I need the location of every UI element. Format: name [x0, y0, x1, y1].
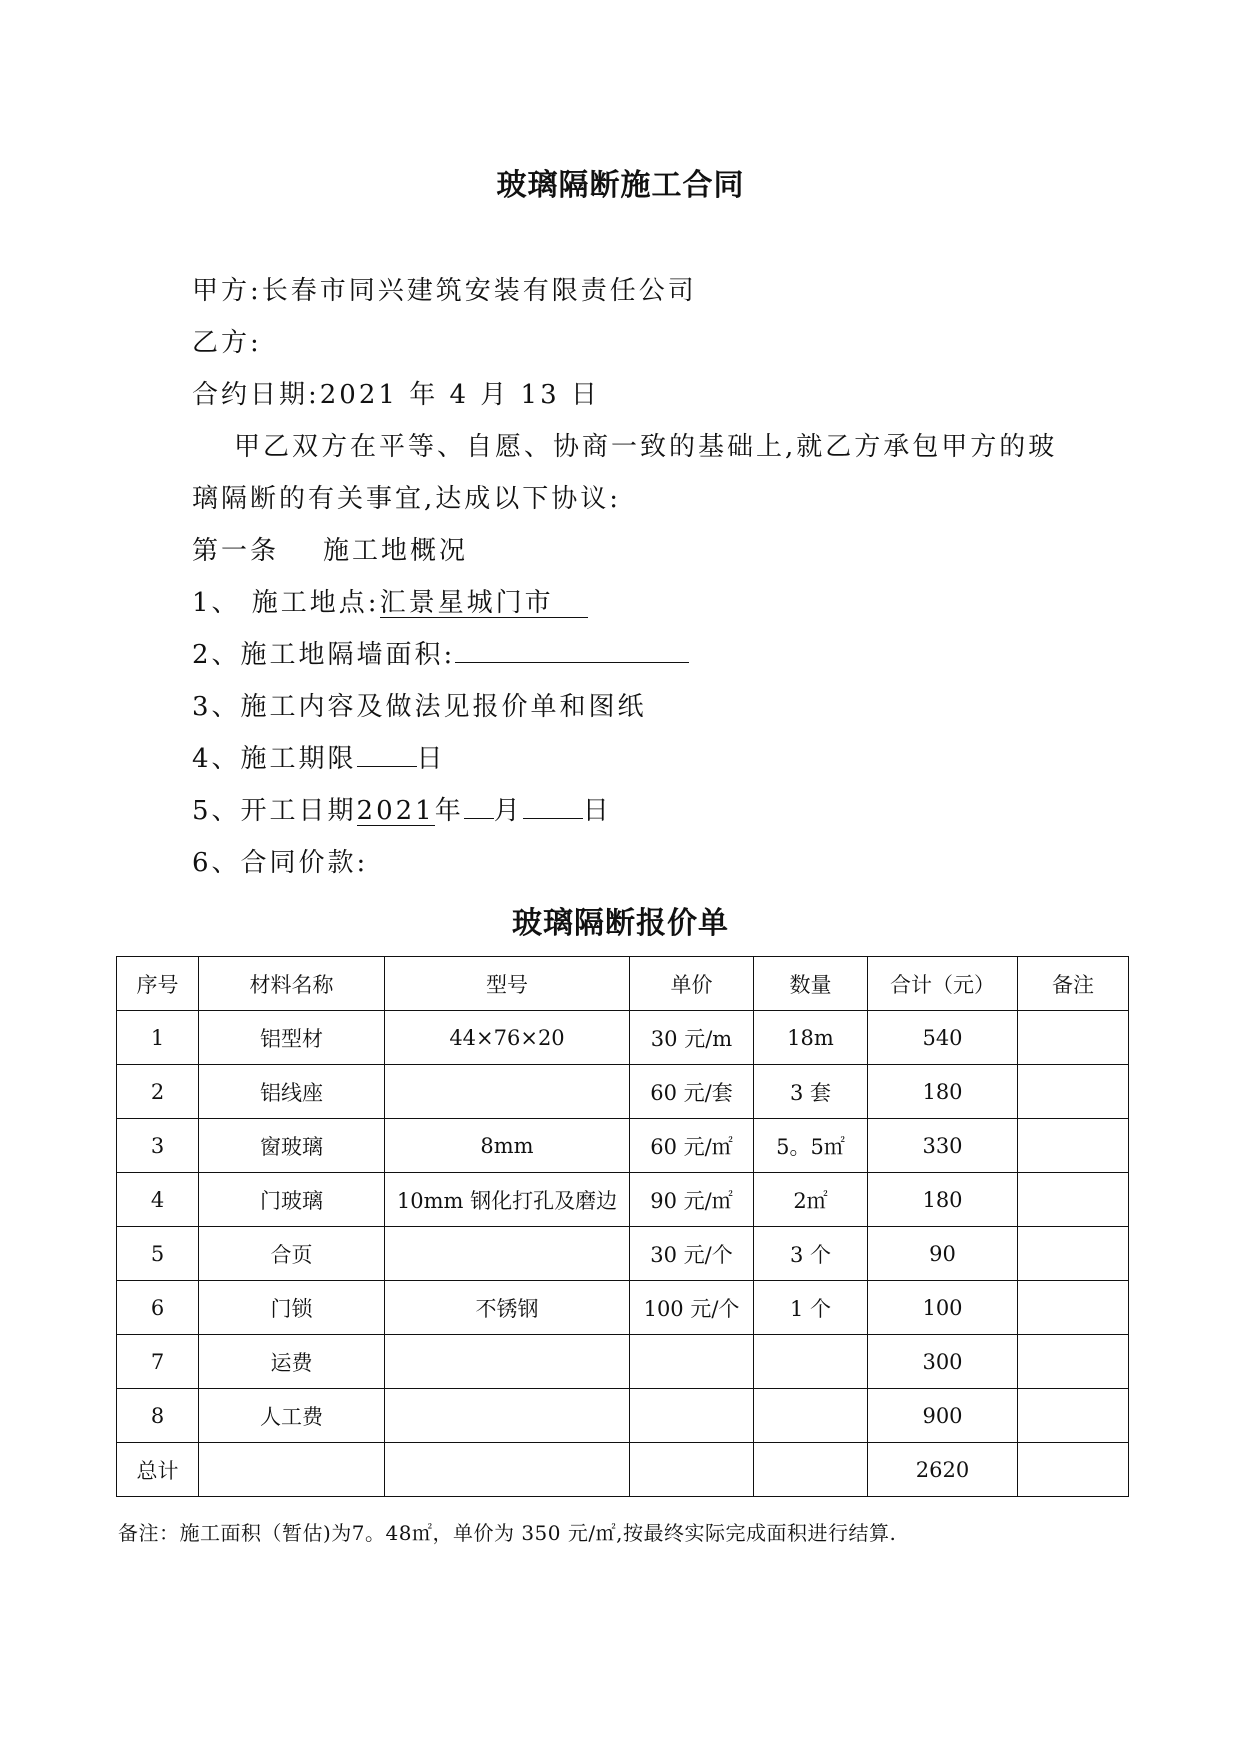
article-1-heading: [192, 530, 468, 567]
table-cell: 铝线座: [199, 1065, 385, 1119]
item-5-month-blank: [464, 792, 494, 819]
table-cell: 3: [117, 1119, 199, 1173]
table-cell: 窗玻璃: [199, 1119, 385, 1173]
table-cell: 3 个: [754, 1227, 868, 1281]
table-cell: [630, 1443, 754, 1497]
table-cell: 300: [868, 1335, 1018, 1389]
table-cell: 8: [117, 1389, 199, 1443]
table-cell: 2㎡: [754, 1173, 868, 1227]
header-cell: 备注: [1018, 957, 1129, 1011]
table-cell: [1018, 1281, 1129, 1335]
quote-table: [116, 956, 1129, 1497]
article-1-title: 施工地概况: [323, 536, 469, 566]
item-4-label: 4、施工期限: [192, 744, 357, 774]
table-cell: 不锈钢: [385, 1281, 630, 1335]
table-cell: [1018, 1173, 1129, 1227]
table-cell: 330: [868, 1119, 1018, 1173]
table-row: [117, 1065, 1129, 1119]
table-cell: [1018, 1227, 1129, 1281]
table-note: 备注：施工面积（暂估)为7。48㎡，单价为 350 元/㎡,按最终实际完成面积进行结算.: [118, 1521, 897, 1545]
table-header-row: [117, 957, 1129, 1011]
item-1-label: 1、 施工地点:: [192, 588, 380, 618]
item-6: 6、合同价款:: [192, 848, 369, 878]
header-cell: 型号: [385, 957, 630, 1011]
table-cell: [1018, 1119, 1129, 1173]
table-row: [117, 1335, 1129, 1389]
item-1-value: 汇景星城门市: [380, 590, 588, 618]
table-row: [117, 1119, 1129, 1173]
table-cell: 60 元/套: [630, 1065, 754, 1119]
table-cell: 900: [868, 1389, 1018, 1443]
table-cell: [630, 1389, 754, 1443]
table-cell: [754, 1443, 868, 1497]
item-1: [192, 582, 588, 619]
table-cell: [754, 1389, 868, 1443]
table-cell: 铝型材: [199, 1011, 385, 1065]
table-cell: 100: [868, 1281, 1018, 1335]
item-3: 3、施工内容及做法见报价单和图纸: [192, 692, 647, 722]
table-row: [117, 1389, 1129, 1443]
table-row: [117, 1173, 1129, 1227]
intro-line-1: 甲乙双方在平等、自愿、协商一致的基础上,就乙方承包甲方的玻: [234, 432, 1058, 462]
table-cell: 5。5㎡: [754, 1119, 868, 1173]
table-cell: [385, 1443, 630, 1497]
document-title: 玻璃隔断施工合同: [496, 168, 745, 203]
table-total-row: [117, 1443, 1129, 1497]
table-cell: 3 套: [754, 1065, 868, 1119]
table-cell: 8mm: [385, 1119, 630, 1173]
article-1-label: 第一条: [192, 536, 280, 566]
item-5: [192, 790, 612, 827]
item-4-blank: [357, 740, 417, 767]
item-2-blank: [455, 636, 689, 663]
table-cell: 1 个: [754, 1281, 868, 1335]
table-cell: [199, 1443, 385, 1497]
table-cell: 4: [117, 1173, 199, 1227]
party-b: 乙方:: [192, 328, 262, 358]
contract-date: 合约日期:2021 年 4 月 13 日: [192, 380, 600, 410]
header-cell: 单价: [630, 957, 754, 1011]
item-4: [192, 738, 446, 775]
intro-line-2: 璃隔断的有关事宜,达成以下协议:: [192, 484, 622, 514]
header-cell: 材料名称: [199, 957, 385, 1011]
table-cell: 540: [868, 1011, 1018, 1065]
table-cell: 2620: [868, 1443, 1018, 1497]
table-cell: [1018, 1335, 1129, 1389]
table-cell: [630, 1335, 754, 1389]
item-5-day-blank: [523, 792, 583, 819]
table-cell: 100 元/个: [630, 1281, 754, 1335]
table-cell: 7: [117, 1335, 199, 1389]
table-cell: 10mm 钢化打孔及磨边: [385, 1173, 630, 1227]
item-4-suffix: 日: [416, 744, 446, 774]
table-cell: 90 元/㎡: [630, 1173, 754, 1227]
table-cell: [1018, 1065, 1129, 1119]
table-cell: [385, 1389, 630, 1443]
table-cell: 5: [117, 1227, 199, 1281]
table-cell: [385, 1335, 630, 1389]
table-cell: [1018, 1389, 1129, 1443]
item-5-year-suffix: 年: [434, 796, 464, 826]
header-cell: 合计（元）: [868, 957, 1018, 1011]
table-row: [117, 1281, 1129, 1335]
table-cell: 180: [868, 1065, 1018, 1119]
table-cell: 人工费: [199, 1389, 385, 1443]
table-cell: 90: [868, 1227, 1018, 1281]
item-5-label: 5、开工日期: [192, 796, 357, 826]
quote-title: 玻璃隔断报价单: [512, 906, 729, 941]
table-cell: 44×76×20: [385, 1011, 630, 1065]
table-cell: 运费: [199, 1335, 385, 1389]
table-cell: 门玻璃: [199, 1173, 385, 1227]
table-cell: 6: [117, 1281, 199, 1335]
table-row: [117, 1227, 1129, 1281]
table-cell: [754, 1335, 868, 1389]
table-row: [117, 1011, 1129, 1065]
table-cell: 60 元/㎡: [630, 1119, 754, 1173]
header-cell: 序号: [117, 957, 199, 1011]
table-cell: 30 元/m: [630, 1011, 754, 1065]
table-cell: [1018, 1011, 1129, 1065]
table-cell: 合页: [199, 1227, 385, 1281]
table-cell: 总计: [117, 1443, 199, 1497]
item-2: [192, 634, 689, 671]
item-2-label: 2、施工地隔墙面积:: [192, 640, 456, 670]
table-cell: 1: [117, 1011, 199, 1065]
item-5-year: 2021: [356, 796, 435, 826]
table-cell: 30 元/个: [630, 1227, 754, 1281]
header-cell: 数量: [754, 957, 868, 1011]
table-cell: [385, 1227, 630, 1281]
table-cell: 2: [117, 1065, 199, 1119]
table-cell: 门锁: [199, 1281, 385, 1335]
table-cell: 18m: [754, 1011, 868, 1065]
table-cell: 180: [868, 1173, 1018, 1227]
table-cell: [385, 1065, 630, 1119]
item-5-day-suffix: 日: [582, 796, 612, 826]
item-5-month-suffix: 月: [493, 796, 523, 826]
party-a: 甲方:长春市同兴建筑安装有限责任公司: [192, 276, 697, 306]
table-cell: [1018, 1443, 1129, 1497]
